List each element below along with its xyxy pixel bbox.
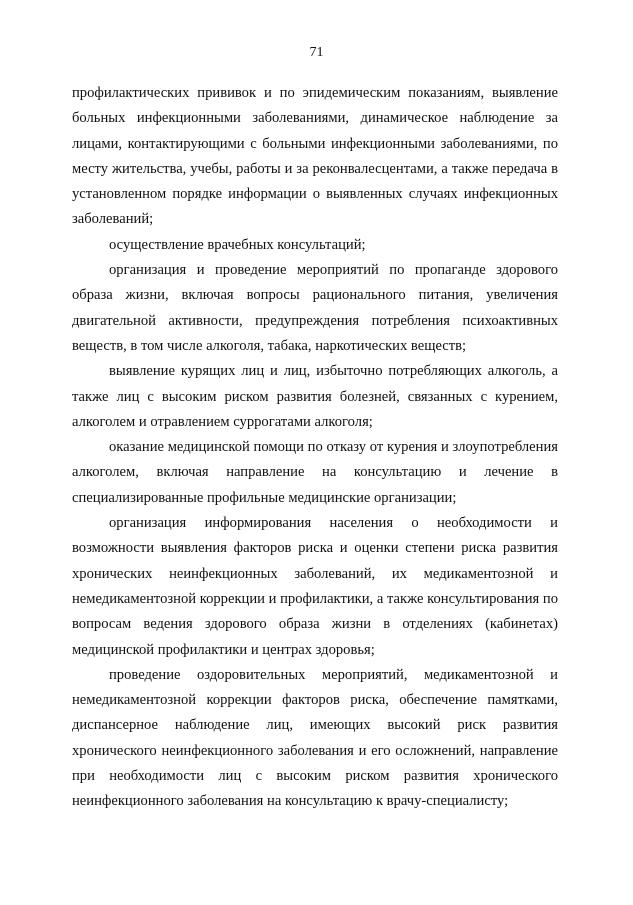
paragraph-smoking-cessation-help: оказание медицинской помощи по отказу от курения и злоупотребления алкоголем, включая направление на консультацию и лечение в специализированные профильные медицинские организации; bbox=[72, 439, 558, 506]
paragraph-health-improvement-measures: проведение оздоровительных мероприятий, медикаментозной и немедикаментозной коррекции факторов риска, обеспечение памятками, диспансерное наблюдение лиц, имеющих высокий риск развития хронического неинфекционного заболевания и его осложнений, направление при необходимости лиц с высоким риском развития хронического неинфекционного заболевания на консультацию к врачу-специалисту; bbox=[72, 666, 558, 810]
paragraph-risk-factor-informing: организация информирования населения о необходимости и возможности выявления факторов риска и оценки степени риска развития хронических неинфекционных заболеваний, их медикаментозной и немедикаментозной коррекции и профилактики, а также консультирования по вопросам ведения здорового образа жизни в отделениях (кабинетах) медицинской профилактики и центрах здоровья; bbox=[72, 515, 558, 658]
document-body bbox=[72, 81, 558, 815]
paragraph-smokers-alcohol-detection: выявление курящих лиц и лиц, избыточно потребляющих алкоголь, а также лиц с высоким риском развития болезней, связанных с курением, алкоголем и отравлением суррогатами алкоголя; bbox=[72, 363, 558, 430]
paragraph-medical-consultations: осуществление врачебных консультаций; bbox=[109, 236, 366, 253]
paragraph-continuation: профилактических прививок и по эпидемическим показаниям, выявление больных инфекционными заболеваниями, динамическое наблюдение за лицами, контактирующими с больными инфекционными заболеваниями, по месту жительства, учебы, работы и за реконвалесцентами, а также передача в установленном порядке информации о выявленных случаях инфекционных заболеваний; bbox=[72, 85, 558, 228]
paragraph-healthy-lifestyle-promotion: организация и проведение мероприятий по пропаганде здорового образа жизни, включая вопросы рационального питания, увеличения двигательной активности, предупреждения потребления психоактивных веществ, в том числе алкоголя, табака, наркотических веществ; bbox=[72, 262, 558, 354]
page-number: 71 bbox=[309, 45, 324, 60]
